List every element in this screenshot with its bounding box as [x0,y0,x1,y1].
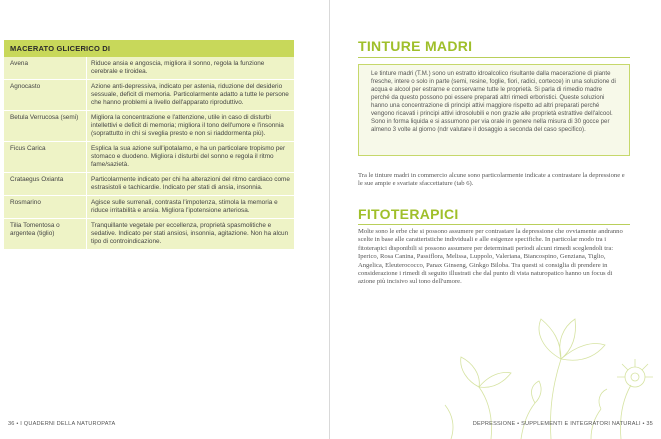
plant-name: Agnocasto [10,83,41,90]
plant-description: Esplica la sua azione sull'ipotalamo, e ha un particolare tropismo per stomaco e duodeno. Migliora i disturbi del sonno e regola il ritmo fame/sazietà. [86,142,294,172]
heading-rule-2 [358,224,630,225]
plant-name: Avena [10,60,29,67]
table-header: MACERATO GLICERICO DI [4,40,294,57]
tinture-paragraph: Tra le tinture madri in commercio alcune sono particolarmente indicate a contrastare la depressione e le sue ampie e svariate sfaccettature (tab 6). [358,172,625,188]
heading-rule [358,57,630,58]
right-page [330,0,661,439]
table-row [4,111,294,142]
tinture-info-box [358,64,630,156]
plant-description: Riduce ansia e angoscia, migliora il sonno, regola la funzione cerebrale e tiroidea. [86,57,294,79]
heading-fitoterapici: FITOTERAPICI [358,206,459,222]
plant-description: Migliora la concentrazione e l'attenzione, utile in caso di disturbi intellettivi e deficit di memoria; migliora il tono dell'umore e l'insonnia (soprattutto in chi si sveglia presto e non si riaddormenta più). [86,111,294,141]
box-paragraph-2: Sono in forma liquida e si assumono per via orale in genere nella misura di 30 gocce per almeno 3 volte al giorno (ndr valutare il dosaggio a seconda del caso specifico). [371,118,610,133]
plant-description: Tranquillante vegetale per eccellenza, proprietà spasmolitiche e sedative. Indicato per stati ansiosi, insonnia, agitazione. Non ha alcun tipo di controindicazione. [86,219,294,249]
plant-name: Crataegus Oxianta [10,176,64,183]
table-row [4,173,294,196]
table-row [4,142,294,173]
fitoterapici-paragraph: Molte sono le erbe che si possono assumere per contrastare la depressione che ovviamente andranno scelte in base alle caratteristiche individuali e alle esigenze specifiche. In particolar modo tra i fitoterapici disponibili si possono assumere per determinati periodi alcuni rimedi sceglendoli tra: Iperico, Rosa Canina, Passiflora, Melissa, Luppolo, Valeriana, Biancospino, Genziana, Tiglio, Angelica, Eleuterococco, Panax Ginseng, Ginkgo Biloba. Tra questi si consiglia di prendere in considerazione i rimedi di seguito illustrati che dal punto di vista naturopatico hanno un focus di azione più incisivo sul tono dell'umore. [358,228,623,286]
plant-description: Azione anti-depressiva, indicato per astenia, riduzione del desiderio sessuale, deficit di memoria. Particolarmente adatto a tutte le persone che hanno problemi a livello dell'apparato riproduttivo. [86,80,294,110]
plant-description: Agisce sulle surrenali, contrasta l'impotenza, stimola la memoria e riduce irritabilità e ansia. Migliora l'ipotensione arteriosa. [86,196,294,218]
plant-name: Ficus Carica [10,145,46,152]
table-row [4,219,294,250]
table-row [4,80,294,111]
macerato-table [4,40,294,250]
heading-tinture-madri: TINTURE MADRI [358,38,473,54]
plant-name: Rosmarino [10,199,41,206]
table-row [4,57,294,80]
plant-description: Particolarmente indicato per chi ha alterazioni del ritmo cardiaco come estrasistoli e tachicardie. Indicato per stati di ansia, insonnia. [86,173,294,195]
left-page [0,0,329,439]
plant-name: Betula Verrucosa (semi) [10,114,79,121]
box-paragraph-1: Le tinture madri (T.M.) sono un estratto idroalcolico risultante dalla macerazione di piante fresche, intere o solo in parte (semi, resine, foglie, fiori, radici, cortecce) in una soluzione di acqua e alcool per estrarne e conservarne tutte le proprietà. Si parla di rimedio madre perché da questo possono poi essere preparati altri rimedi erboristici. Queste soluzioni hanno una concentrazione di principi attivi maggiore rispetto ad altri preparati perché vengono ricavati i principi attivi idrosolubili e non grazie alle proprietà estrattive dell'alcool. [371,70,616,117]
right-footer: DEPRESSIONE • SUPPLEMENTI E INTEGRATORI NATURALI • 35 [472,421,653,427]
table-row [4,196,294,219]
left-footer: 36 • I QUADERNI DELLA NATUROPATA [8,421,116,427]
plant-name: Tilia Tomentosa o argentea (tiglio) [10,222,60,237]
flower-illustration [431,289,661,439]
